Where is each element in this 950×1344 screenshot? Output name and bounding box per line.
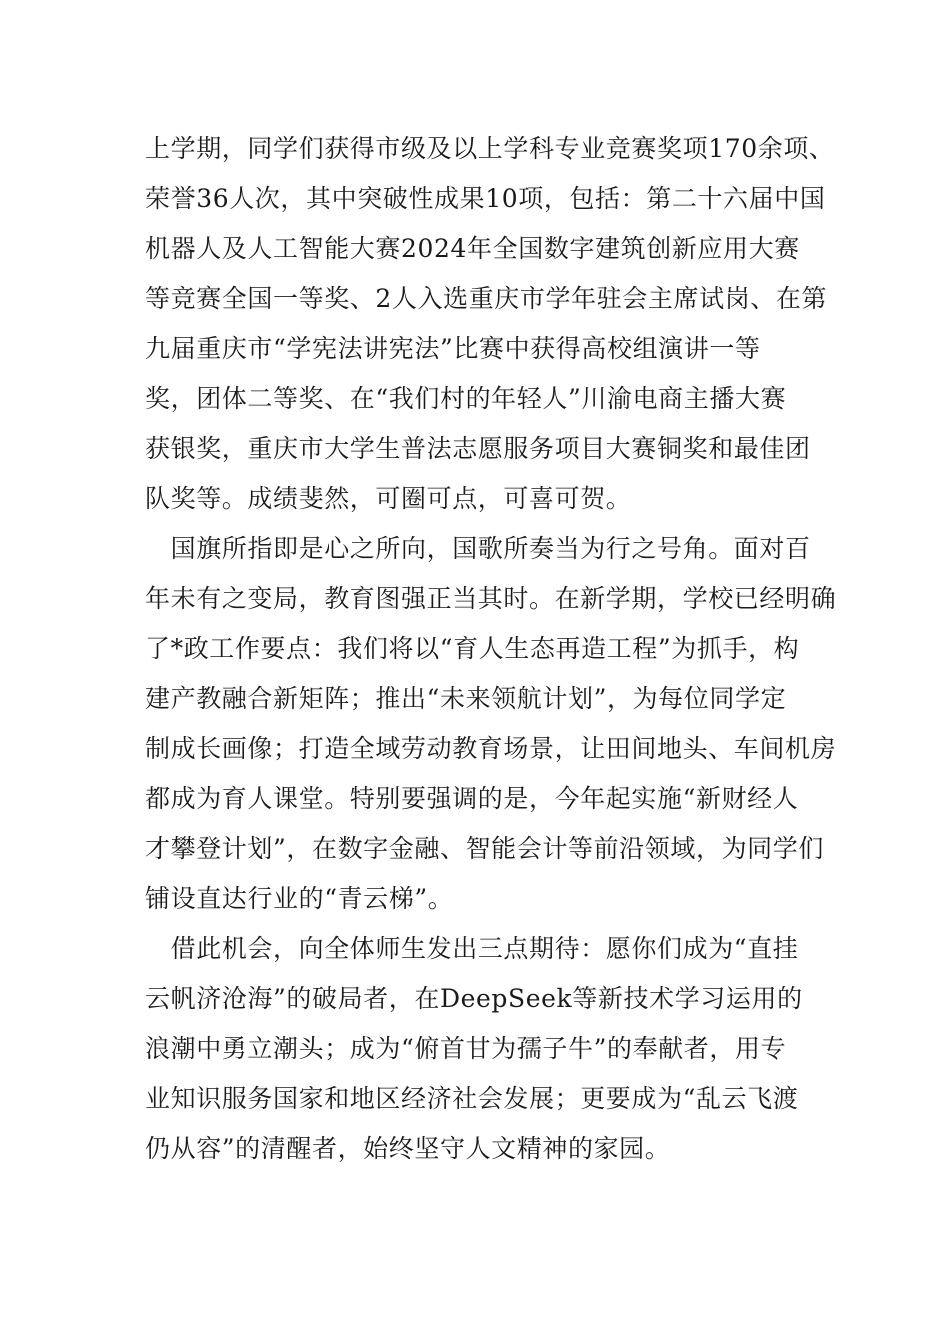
text-line: 铺设直达行业的“青云梯”。 [145,884,454,913]
text-line: 队奖等。成绩斐然，可圈可点，可喜可贺。 [145,484,632,513]
text-line: 奖，团体二等奖、在“我们村的年轻人”川渝电商主播大赛 [145,384,787,413]
document-body [145,124,837,1174]
text-line: 浪潮中勇立潮头；成为“俯首甘为孺子牛”的奉献者，用专 [145,1034,787,1063]
paragraph-new-semester [145,524,837,924]
text-line: 制成长画像；打造全域劳动教育场景，让田间地头、车间机房 [145,734,837,763]
text-line: 等竞赛全国一等奖、2人入选重庆市学年驻会主席试岗、在第 [145,284,828,313]
text-line: 国旗所指即是心之所向，国歌所奏当为行之号角。面对百 [145,534,811,563]
text-line: 建产教融合新矩阵；推出“未来领航计划”，为每位同学定 [145,684,787,713]
text-line: 才攀登计划”，在数字金融、智能会计等前沿领域，为同学们 [145,834,824,863]
text-line: 获银奖，重庆市大学生普法志愿服务项目大赛铜奖和最佳团 [145,434,811,463]
text-line: 云帆济沧海”的破局者，在DeepSeek等新技术学习运用的 [145,984,803,1013]
text-line: 荣誉36人次，其中突破性成果10项，包括：第二十六届中国 [145,184,826,213]
text-line: 仍从容”的清醒者，始终坚守人文精神的家园。 [145,1134,671,1163]
text-line: 借此机会，向全体师生发出三点期待：愿你们成为“直挂 [145,934,799,963]
paragraph-expectations [145,924,825,1174]
text-line: 年未有之变局，教育图强正当其时。在新学期，学校已经明确 [145,584,837,613]
text-line: 九届重庆市“学宪法讲宪法”比赛中获得高校组演讲一等 [145,334,761,363]
text-line: 了*政工作要点：我们将以“育人生态再造工程”为抓手，构 [145,634,800,663]
text-line: 业知识服务国家和地区经济社会发展；更要成为“乱云飞渡 [145,1084,799,1113]
paragraph-achievements [145,124,835,524]
text-line: 机器人及人工智能大赛2024年全国数字建筑创新应用大赛 [145,234,800,263]
text-line: 上学期，同学们获得市级及以上学科专业竞赛奖项170余项、 [145,134,835,163]
text-line: 都成为育人课堂。特别要强调的是，今年起实施“新财经人 [145,784,799,813]
